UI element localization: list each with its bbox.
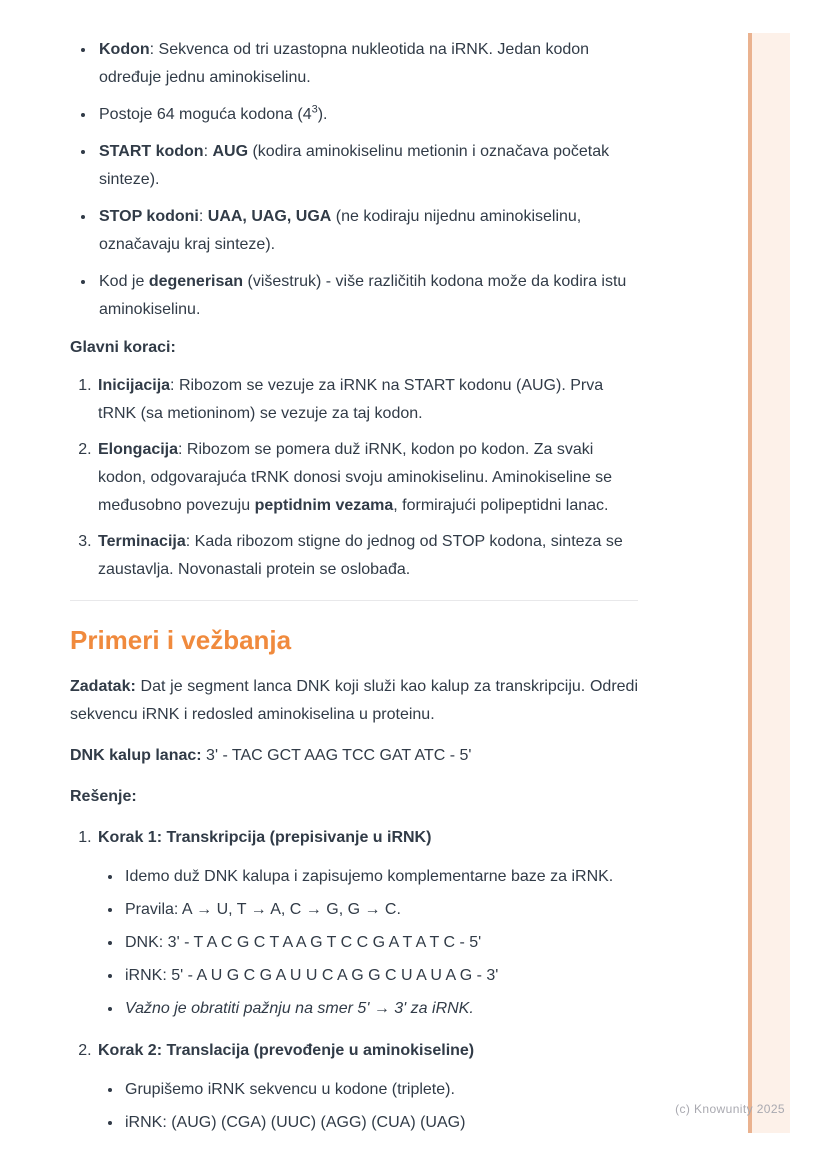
bullet-item: • START kodon: AUG (kodira aminokiselinu metionin i označava početak sinteze). [96,138,638,194]
substep-item: • Pravila: A → U, T → A, C → G, G → C. [123,896,638,924]
bullet-item: • STOP kodoni: UAA, UAG, UGA (ne kodiraju nijednu aminokiselinu, označavaju kraj sinteze). [96,203,638,259]
glavni-koraci-heading: Glavni koraci: [70,339,176,356]
codon-bullet-list [70,36,638,324]
step-item: 2. Elongacija: Ribozom se pomera duž iRNK, kodon po kodon. Za svaki kodon, odgovarajuća tRNK donosi svoju aminokiselinu. Aminokiseline se međusobno povezuju peptidnim vezama, formirajući polipeptidni lanac. [96,436,638,520]
watermark: (c) Knowunity 2025 [675,1102,785,1116]
substep-item: • Idemo duž DNK kalupa i zapisujemo komplementarne baze za iRNK. [123,863,638,891]
bullet-item: • Kodon: Sekvenca od tri uzastopna nukleotida na iRNK. Jedan kodon određuje jednu aminokiselinu. [96,36,638,92]
substep-item: • DNK: 3' - T A C G C T A A G T C C G A T A T C - 5' [123,929,638,957]
bullet-item: • Kod je degenerisan (višestruk) - više različitih kodona može da kodira istu aminokiselinu. [96,268,638,324]
solution-step-title: 1. Korak 1: Transkripcija (prepisivanje u iRNK) [98,829,432,846]
translation-steps-list [70,372,638,584]
substeps-list [98,863,638,1023]
page-edge-accent-bar [748,33,790,1133]
solution-steps-list [70,824,638,1137]
substep-item: • iRNK: (AUG) (CGA) (UUC) (AGG) (CUA) (UAG) [123,1109,638,1137]
solution-step-title: 2. Korak 2: Translacija (prevođenje u aminokiseline) [98,1042,475,1059]
dnk-template-paragraph: DNK kalup lanac: 3' - TAC GCT AAG TCC GAT ATC - 5' [70,747,472,764]
resenje-heading: Rešenje: [70,788,137,805]
substep-item: • iRNK: 5' - A U G C G A U U C A G G C U A U A G - 3' [123,962,638,990]
step-item: 3. Terminacija: Kada ribozom stigne do jednog od STOP kodona, sinteza se zaustavlja. Novonastali protein se oslobađa. [96,528,638,584]
substep-item: • Važno je obratiti pažnju na smer 5' → 3' za iRNK. [123,995,638,1023]
substeps-list [98,1076,638,1137]
step-item: 1. Inicijacija: Ribozom se vezuje za iRNK na START kodonu (AUG). Prva tRNK (sa metioninom) se vezuje za taj kodon. [96,372,638,428]
content-area [70,36,638,1151]
substep-item: • Grupišemo iRNK sekvencu u kodone (triplete). [123,1076,638,1104]
bullet-item: • Postoje 64 moguća kodona $(4^3)$. [96,101,638,129]
zadatak-paragraph: Zadatak: Dat je segment lanca DNK koji služi kao kalup za transkripciju. Odredi sekvencu iRNK i redosled aminokiselina u proteinu. [70,678,638,723]
solution-step-item [96,824,638,1023]
solution-step-item [96,1037,638,1137]
section-divider [70,600,638,601]
section-heading-primeri: Primeri i vežbanja [70,625,292,655]
